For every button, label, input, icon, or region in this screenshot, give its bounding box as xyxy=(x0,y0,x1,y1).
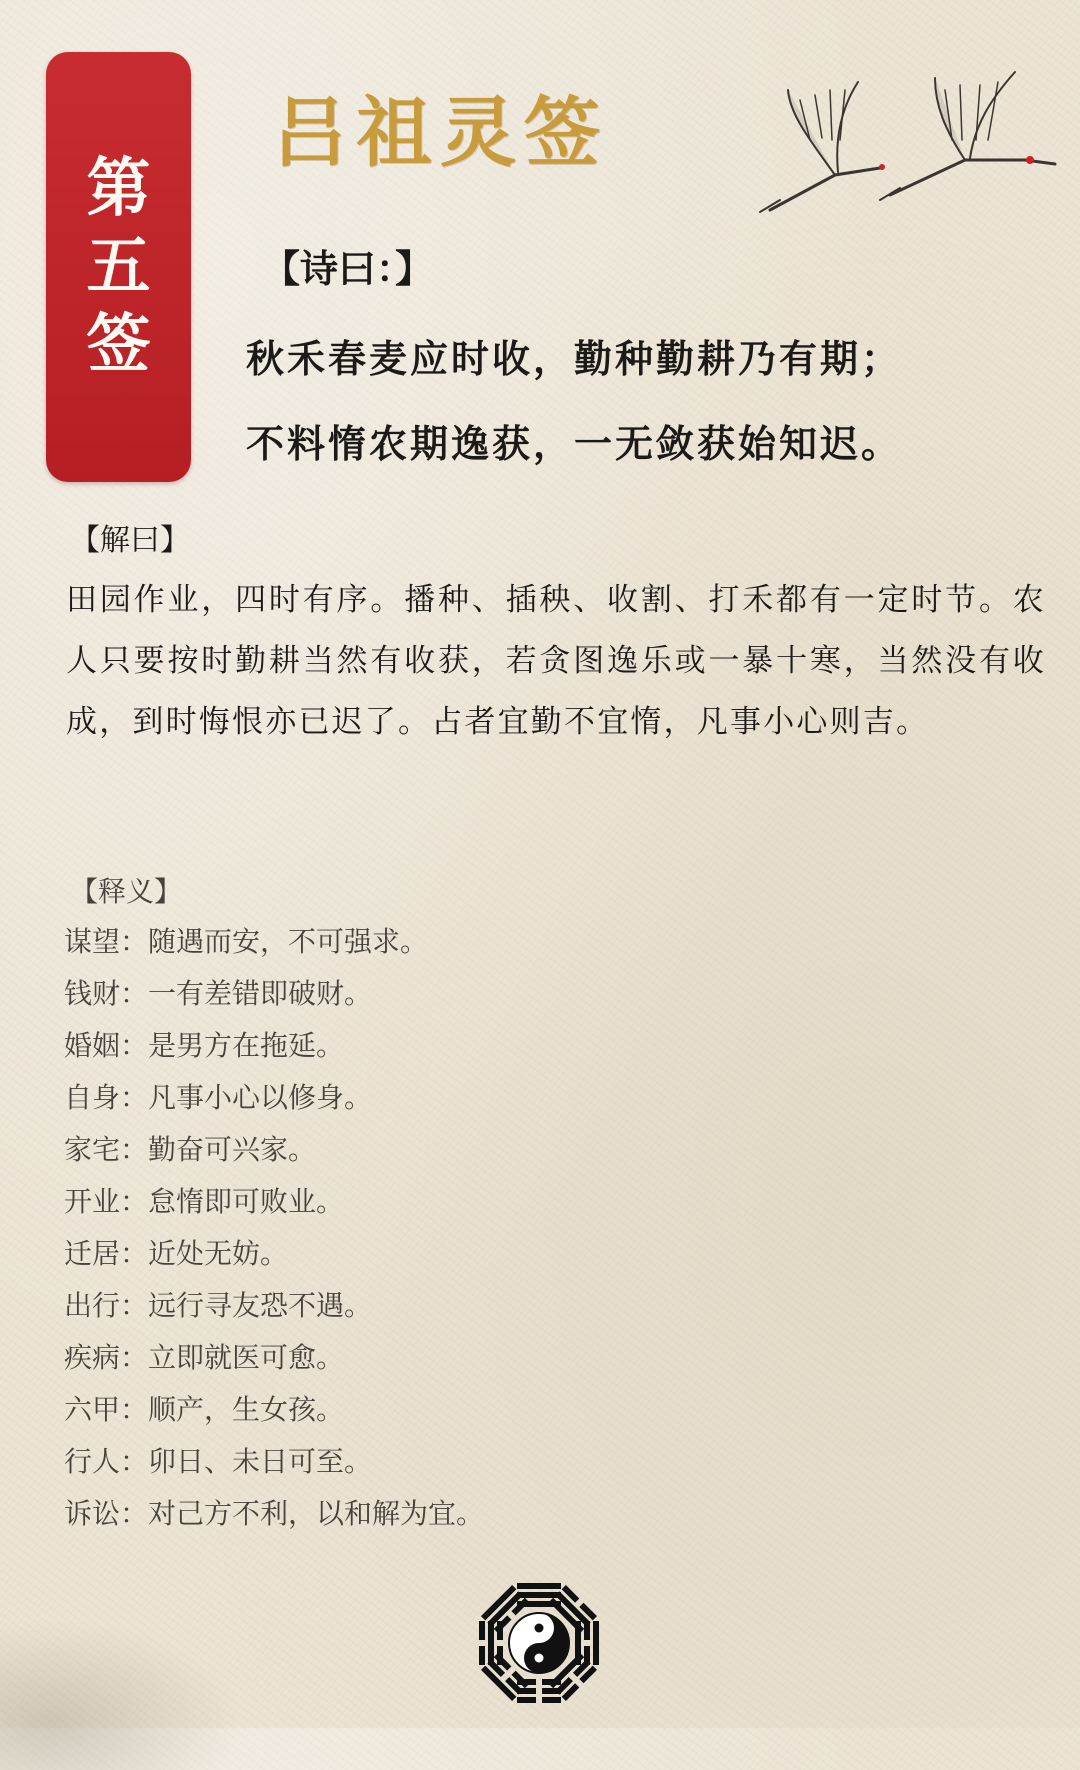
interpretation-heading: 【释义】 xyxy=(70,875,183,908)
interpretation-item: 谋望：随遇而安，不可强求。 xyxy=(64,925,429,958)
interpretation-item: 自身：凡事小心以修身。 xyxy=(64,1081,373,1114)
bagua-icon xyxy=(474,1578,604,1708)
interpretation-item: 诉讼：对己方不利，以和解为宜。 xyxy=(64,1497,485,1530)
interpretation-list xyxy=(64,922,484,1546)
poem-heading: 【诗曰：】 xyxy=(262,246,434,291)
crane-left xyxy=(760,82,885,212)
interpretation-item: 出行：远行寻友恐不遇。 xyxy=(64,1289,373,1322)
poem-line: 不料惰农期逸获，一无敛获始知迟。 xyxy=(246,421,903,466)
interpretation-item: 行人：卯日、未日可至。 xyxy=(64,1445,373,1478)
crane-right xyxy=(880,72,1055,200)
interpretation-item: 婚姻：是男方在拖延。 xyxy=(64,1029,345,1062)
explanation-text: 田园作业，四时有序。播种、插秧、收割、打禾都有一定时节。农人只要按时勤耕当然有收获，若贪图逸乐或一暴十寒，当然没有收成，到时悔恨亦已迟了。占者宜勤不宜惰，凡事小心则吉。 xyxy=(66,582,1046,740)
sign-number-tab xyxy=(46,52,191,482)
page-title: 吕祖灵签 xyxy=(272,88,608,177)
cranes-illustration xyxy=(740,60,1070,220)
poem-line: 秋禾春麦应时收，勤种勤耕乃有期； xyxy=(246,336,903,381)
interpretation-item: 迁居：近处无妨。 xyxy=(64,1237,289,1270)
sign-number-char: 第 xyxy=(86,151,151,226)
ink-mist-decoration xyxy=(0,1610,260,1770)
interpretation-item: 家宅：勤奋可兴家。 xyxy=(64,1133,317,1166)
explanation-heading: 【解曰】 xyxy=(70,523,190,558)
interpretation-item: 疾病：立即就医可愈。 xyxy=(64,1341,345,1374)
interpretation-item: 钱财：一有差错即破财。 xyxy=(64,977,373,1010)
interpretation-item: 开业：怠惰即可败业。 xyxy=(64,1185,345,1218)
sign-number-char: 签 xyxy=(86,307,151,382)
interpretation-item: 六甲：顺产，生女孩。 xyxy=(64,1393,345,1426)
sign-number-char: 五 xyxy=(86,229,151,304)
